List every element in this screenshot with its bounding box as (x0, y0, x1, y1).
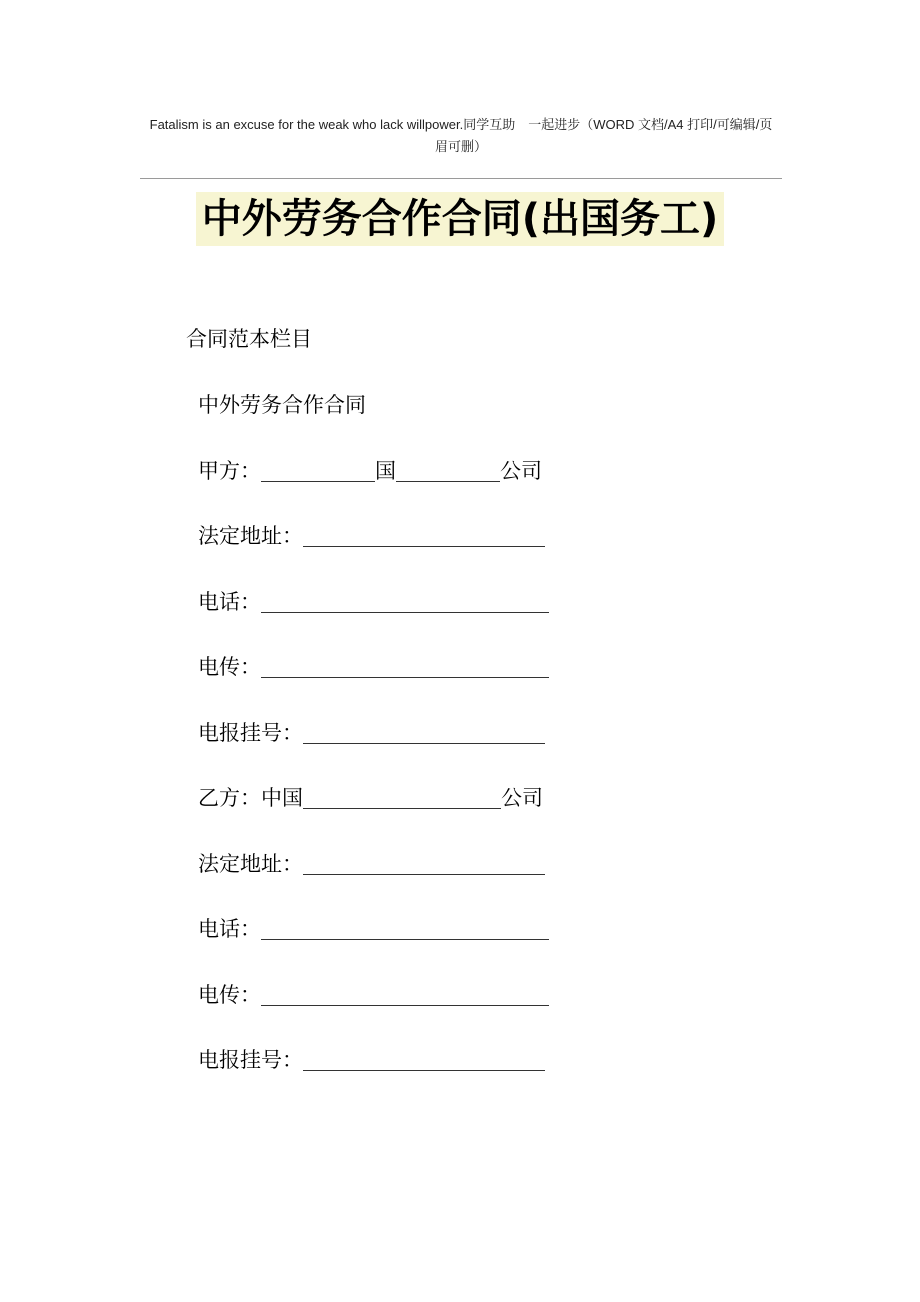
party-a-address-row (198, 521, 598, 551)
document-title: 中外劳务合作合同(出国务工) (196, 192, 725, 246)
party-b-cable-label: 电报挂号： (198, 1048, 303, 1072)
party-b-cable-blank[interactable] (303, 1048, 545, 1071)
party-a-fax-label: 电传： (198, 655, 261, 679)
party-a-address-label: 法定地址： (198, 524, 303, 548)
header-line-1: Fatalism is an excuse for the weak who lack willpower.同学互助 一起进步（WORD 文档/A4 打印/可编辑/页 (149, 117, 773, 132)
party-a-cable-label: 电报挂号： (198, 720, 303, 745)
party-b-address-label: 法定地址： (198, 851, 303, 876)
party-a-label: 甲方： (198, 458, 261, 483)
party-b-company-blank[interactable] (303, 786, 501, 809)
party-b-company-suffix: 公司 (501, 786, 543, 810)
party-b-row (198, 783, 598, 813)
party-b-phone-label: 电话： (198, 917, 261, 941)
contract-name-row (198, 390, 598, 420)
party-a-phone-row (198, 587, 598, 617)
party-b-phone-blank[interactable] (261, 917, 549, 940)
header-line-2: 眉可删） (434, 139, 487, 154)
party-a-cable-blank[interactable] (303, 721, 545, 744)
party-b-address-row (198, 849, 598, 879)
party-a-company-suffix: 公司 (500, 458, 542, 483)
party-a-country-suffix: 国 (375, 458, 396, 483)
title-container (0, 192, 920, 246)
party-b-fax-row (198, 980, 598, 1010)
party-a-row (198, 456, 598, 486)
party-a-company-blank[interactable] (396, 459, 500, 482)
party-a-address-blank[interactable] (303, 524, 545, 547)
party-a-fax-row (198, 652, 598, 682)
header-divider (140, 178, 782, 179)
party-b-fax-label: 电传： (198, 982, 261, 1007)
party-b-address-blank[interactable] (303, 852, 545, 875)
party-a-phone-label: 电话： (198, 589, 261, 614)
party-a-phone-blank[interactable] (261, 590, 549, 613)
party-a-cable-row (198, 718, 598, 748)
party-b-fax-blank[interactable] (261, 983, 549, 1006)
contract-name: 中外劳务合作合同 (198, 393, 366, 417)
section-heading: 合同范本栏目 (186, 327, 312, 351)
contract-form (198, 390, 598, 1111)
party-b-phone-row (198, 914, 598, 944)
party-b-label: 乙方：中国 (198, 786, 303, 810)
party-b-cable-row (198, 1045, 598, 1075)
party-a-fax-blank[interactable] (261, 655, 549, 678)
page-header (140, 114, 782, 158)
party-a-country-blank[interactable] (261, 459, 375, 482)
